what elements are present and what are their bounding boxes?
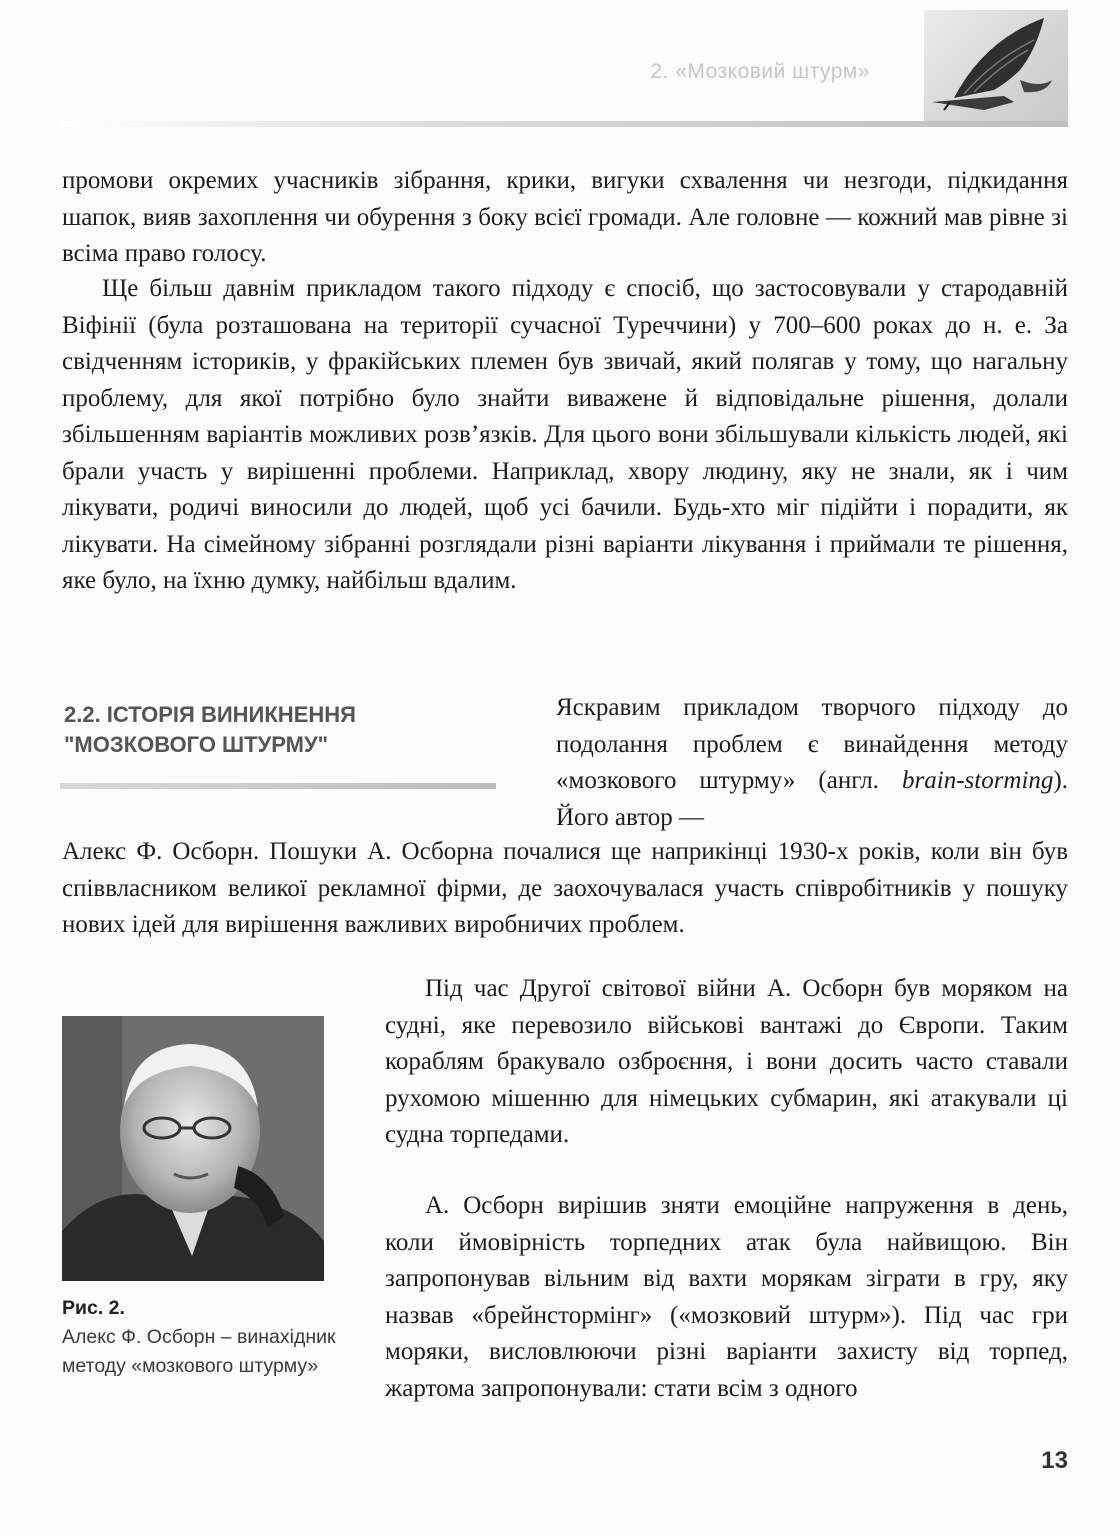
header-rule bbox=[60, 121, 1068, 127]
paragraph-3-text-b: ). Його автор — bbox=[556, 767, 1068, 831]
paragraph-3-continued: Алекс Ф. Осборн. Пошуки А. Осборна почалися ще наприкінці 1930-х років, коли він був співвласником великої рекламної фірми, де заохочувалася участь співробітників у пошуку нових ідей для вирішення важливих виробничих проблем. bbox=[62, 838, 1068, 938]
paragraph-2: Ще більш давнім прикладом такого підходу є спосіб, що застосовували у стародавній Віфінії (була розташована на території сучасної Туреччини) у 700–600 роках до н. е. За свідченням істориків, у фракійських племен був звичай, який полягав у тому, що нагальну проблему, для якої потрібно було знайти виважене й відповідальне рішення, долали збільшенням варіантів можливих розв’язків. Для цього вони збільшували кількість людей, які брали участь у вирішенні проблеми. Наприклад, хвору людину, яку не знали, як і чим лікувати, родичі виносили до людей, щоб усі бачили. Будь-хто міг підійти і порадити, як лікувати. На сімейному зібранні розглядали різні варіанти лікування і приймали те рішення, яке було, на їхню думку, найбільш вдалим. bbox=[62, 275, 1068, 594]
paragraph-3-term: brain-storming bbox=[902, 767, 1054, 794]
figure-caption-text: Алекс Ф. Осборн – винахідник методу «мозкового штурму» bbox=[62, 1326, 336, 1377]
paragraph-4: Під час Другої світової війни А. Осборн був моряком на судні, яке перевозило військові вантажі до Європи. Таким кораблям бракувало озброєння, і вони досить часто ставали рухомою мішенню для німецьких субмарин, які атакували ці судна торпедами. bbox=[385, 975, 1068, 1148]
paragraph-3-start bbox=[556, 690, 1068, 836]
portrait-photo bbox=[62, 1016, 324, 1281]
paragraph-3-text-a: Яскравим прикладом творчого підходу до подолання проблем є винайдення методу «мозкового штурму» (англ. bbox=[556, 694, 1068, 794]
paragraph-5: А. Осборн вирішив зняти емоційне напруження в день, коли ймовірність торпедних атак була найвищою. Він запропонував вільним від вахти морякам зіграти в гру, яку назвав «брейнстормінг» («мозковий штурм»). Під час гри моряки, висловлюючи різні варіанти захисту від торпед, жартома запропонували: стати всім з одного bbox=[385, 1192, 1068, 1402]
figure-caption bbox=[62, 1294, 352, 1381]
page-number: 13 bbox=[1041, 1447, 1068, 1474]
section-heading bbox=[64, 700, 504, 760]
figure-caption-label: Рис. 2. bbox=[62, 1297, 125, 1319]
section-heading-line-2: "МОЗКОВОГО ШТУРМУ" bbox=[64, 732, 329, 757]
flying-machine-illustration bbox=[924, 10, 1068, 124]
ornithopter-icon bbox=[924, 10, 1068, 124]
running-title: 2. «Мозковий штурм» bbox=[650, 60, 870, 83]
portrait-icon bbox=[62, 1016, 324, 1281]
section-heading-line-1: 2.2. ІСТОРІЯ ВИНИКНЕННЯ bbox=[64, 702, 356, 727]
section-rule bbox=[60, 783, 496, 789]
paragraph-1: промови окремих учасників зібрання, крики, вигуки схвалення чи незгоди, підкидання шапок, вияв захоплення чи обурення з боку всієї громади. Але головне — кожний мав рівне зі всіма право голосу. bbox=[62, 167, 1068, 267]
